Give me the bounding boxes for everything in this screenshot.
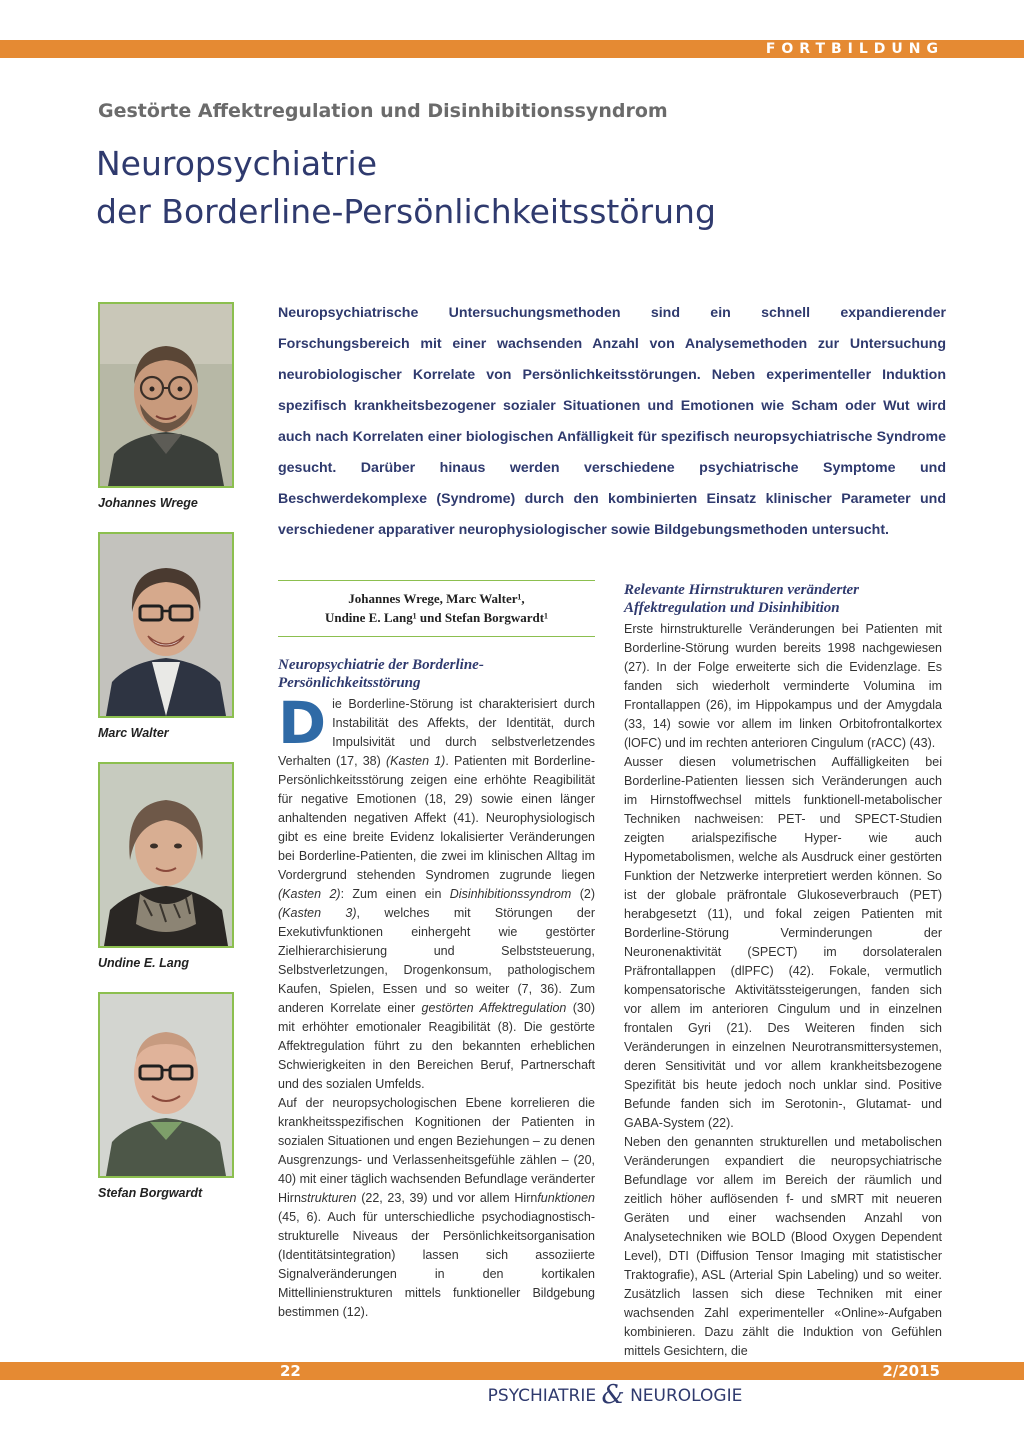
section-heading: Relevante Hirnstrukturen veränderter Affektregulation und Disinhibition xyxy=(624,582,860,616)
article-title xyxy=(96,140,916,236)
article-lead: Neuropsychiatrische Untersuchungsmethoden sind ein schnell expandierender Forschungsbereich mit einer wachsenden Anzahl von Analysemethoden zur Untersuchung neurobiologischer Korrelate von Persönlichkeitsstörungen. Neben experimenteller Induktion spezifisch krankheitsbezogener sozialer Situationen und Emotionen wie Scham oder Wut wird auch nach Korrelaten einer biologischen Anfälligkeit für spezifisch neuropsychiatrische Syndrome gesucht. Darüber hinaus werden verschiedene psychiatrische Symptome und Beschwerdekomplexe (Syndrome) durch den kombinierten Einsatz klinischer Parameter und verschiedener apparativer neurophysiologischer sowie Bildgebungsmethoden untersucht. xyxy=(278,305,946,538)
journal-name-left: PSYCHIATRIE xyxy=(487,1386,597,1406)
author-photo-stefan-borgwardt xyxy=(98,992,234,1178)
body-column-1 xyxy=(278,656,595,1322)
text-run: (Kasten 2) xyxy=(278,887,341,901)
photo-caption: Undine E. Lang xyxy=(98,956,189,970)
title-line-2: der Borderline-Persönlichkeitsstörung xyxy=(96,192,716,231)
text-run: ie Borderline-Störung ist charakterisiert durch Instabilität des Affekts, der Identität, durch Impulsivität und durch selbstverletzendes Verhalten (17, 38) xyxy=(278,697,595,768)
text-run: (2) xyxy=(571,887,595,901)
text-run: (22, 23, 39) und vor allem Hirn xyxy=(356,1191,538,1205)
issue-number: 2/2015 xyxy=(882,1362,940,1380)
photo-caption: Johannes Wrege xyxy=(98,496,198,510)
portrait-image xyxy=(100,304,232,486)
journal-logo xyxy=(450,1380,780,1410)
portrait-image xyxy=(100,994,232,1176)
paragraph xyxy=(278,1094,595,1322)
body-column-2 xyxy=(624,581,942,1361)
paragraph: Neben den genannten strukturellen und metabolischen Veränderungen expandiert die neuropsychiatrische Befundlage vor allem im Bereich der räumlich und zeitlich höher auflösenden f- und sMRT mit neueren Geräten und einer wachsenden Anzahl von Analysetechniken wie BOLD (Blood Oxygen Dependent Level), DTI (Diffusion Tensor Imaging mit statistischer Traktografie), ASL (Arterial Spin Labeling) und so weiter. Zusätzlich lassen sich diese Techniken mit einer wachsenden Zahl experimenteller «Online»-Aufgaben kombinieren. Dazu zählt die Induktion von Gefühlen mittels Gesichtern, die xyxy=(624,1135,942,1358)
footer-bar xyxy=(0,1362,1024,1380)
text-run: (Kasten 1) xyxy=(385,754,446,768)
text-run: . Patienten mit Borderline-Persönlichkeitsstörung zeigen eine erhöhte Reagibilität für negative Emotionen (18, 29) sowie einen länger anhaltenden negativen Affekt (41). Neurophysiologisch gibt es eine breite Evidenz lokalisierter Veränderungen bei Borderline-Patienten, die zwei im klinischen Alltag im Vordergrund stehenden Syndromen zugrunde liegen xyxy=(278,754,595,882)
portrait-image xyxy=(100,764,232,946)
text-run: gestörten Affektregulation xyxy=(421,1001,567,1015)
text-run: : Zum einen ein xyxy=(340,887,450,901)
paragraph xyxy=(278,689,595,1094)
section-label: FORTBILDUNG xyxy=(765,41,944,57)
text-run: Disinhibitionssyndrom xyxy=(449,887,572,901)
paragraph: Ausser diesen volumetrischen Auffälligkeiten bei Borderline-Patienten liessen sich Veränderungen auch im Hirnstoffwechsel mittels funktionell-metabolischer Techniken nachweisen: PET- und SPECT-Studien zeigten arialspezifische Hyper- wie auch Hypometabolismen, welche als Ausdruck einer gestörten Funktion der Netzwerke interpretiert werden können. So ist der globale präfrontale Glukoseverbrauch (PET) herabgesetzt (11), und fokal zeigen Patienten mit Borderline-Störung Verminderungen der Neuronenaktivität (SPECT) im dorsolateralen Präfrontallappen (dlPFC) (42). Fokale, vermutlich kompensatorische Aktivitätssteigerungen, fanden sich vor allem im anterioren Cingulum und in einzelnen frontalen Gyri (21). Des Weiteren finden sich Veränderungen in einzelnen Neurotransmittersystemen, deren Sensitivität und vor allem krankheitsbezogene Spezifität bis heute jedoch noch unklar sind. Positive Befunde fanden sich im Serotonin-, Glutamat- und GABA-System (22). xyxy=(624,755,942,1130)
author-photo-johannes-wrege xyxy=(98,302,234,488)
portrait-image xyxy=(100,534,232,716)
author-photo-marc-walter xyxy=(98,532,234,718)
text-run: (45, 6). Auch für unterschiedliche psychodiagnostisch-strukturelle Niveaus der Persönlichkeitsorganisation (Identitätsintegration) lassen sich assoziierte Signalveränderungen in den kortikalen Mittellinienstrukturen mittels funktioneller Bildgebung bestimmen (12). xyxy=(278,1210,595,1319)
journal-name-right: NEUROLOGIE xyxy=(630,1386,743,1406)
title-line-1: Neuropsychiatrie xyxy=(96,144,378,183)
text-run: Auf der neuropsychologischen Ebene korrelieren die krankheitsspezifischen Kognitionen der Patienten in sozialen Situationen und engen Beziehungen – zu denen Ausgrenzungs- und Verlassenheitsgefühle zählen – (20, 40) mit einer täglich wachsenden Befundlage veränderter Hirn xyxy=(278,1096,595,1205)
article-kicker: Gestörte Affektregulation und Disinhibitionssyndrom xyxy=(98,100,668,122)
header-bar xyxy=(0,40,1024,58)
photo-caption: Marc Walter xyxy=(98,726,169,740)
text-run: strukturen xyxy=(300,1191,357,1205)
text-run: funktionen xyxy=(537,1191,595,1205)
section-heading: Neuropsychiatrie der Borderline-Persönlichkeitsstörung xyxy=(278,657,484,691)
author-photo-undine-lang xyxy=(98,762,234,948)
author-line-2: Undine E. Lang¹ und Stefan Borgwardt¹ xyxy=(324,610,549,625)
author-line-1: Johannes Wrege, Marc Walter¹, xyxy=(348,591,525,606)
page-number: 22 xyxy=(280,1362,301,1380)
paragraph: Erste hirnstrukturelle Veränderungen bei Patienten mit Borderline-Störung wurden bereits 1998 nachgewiesen (27). In der Folge erweiterte sich die Evidenzlage. Es fanden sich wiederholt verminderte Volumina im Frontallappen (26), im Hippokampus und der Amygdala (33, 14) sowie vor allem im linken Orbitofrontalkortex (lOFC) und im rechten anterioren Cingulum (rACC) (43). xyxy=(624,622,942,750)
text-run: (30) mit erhöhter emotionaler Reagibilität (8). Die gestörte Affektregulation führt zu den bekannten erheblichen Schwierigkeiten in den Bereichen Beruf, Partnerschaft und des sozialen Umfelds. xyxy=(278,1001,595,1091)
author-block xyxy=(278,580,595,637)
text-run: , welches mit Störungen der Exekutivfunktionen einhergeht wie gestörter Zielhierarchisierung und Selbststeuerung, Selbstverletzungen, Drogenkonsum, pathologischem Kaufen, Spielen, Essen und so weiter (7, 36). Zum anderen Korrelate einer xyxy=(278,906,595,1015)
photo-caption: Stefan Borgwardt xyxy=(98,1186,203,1200)
text-run: (Kasten 3) xyxy=(278,906,357,920)
journal-ampersand: & xyxy=(601,1380,625,1410)
drop-cap: D xyxy=(278,689,327,757)
